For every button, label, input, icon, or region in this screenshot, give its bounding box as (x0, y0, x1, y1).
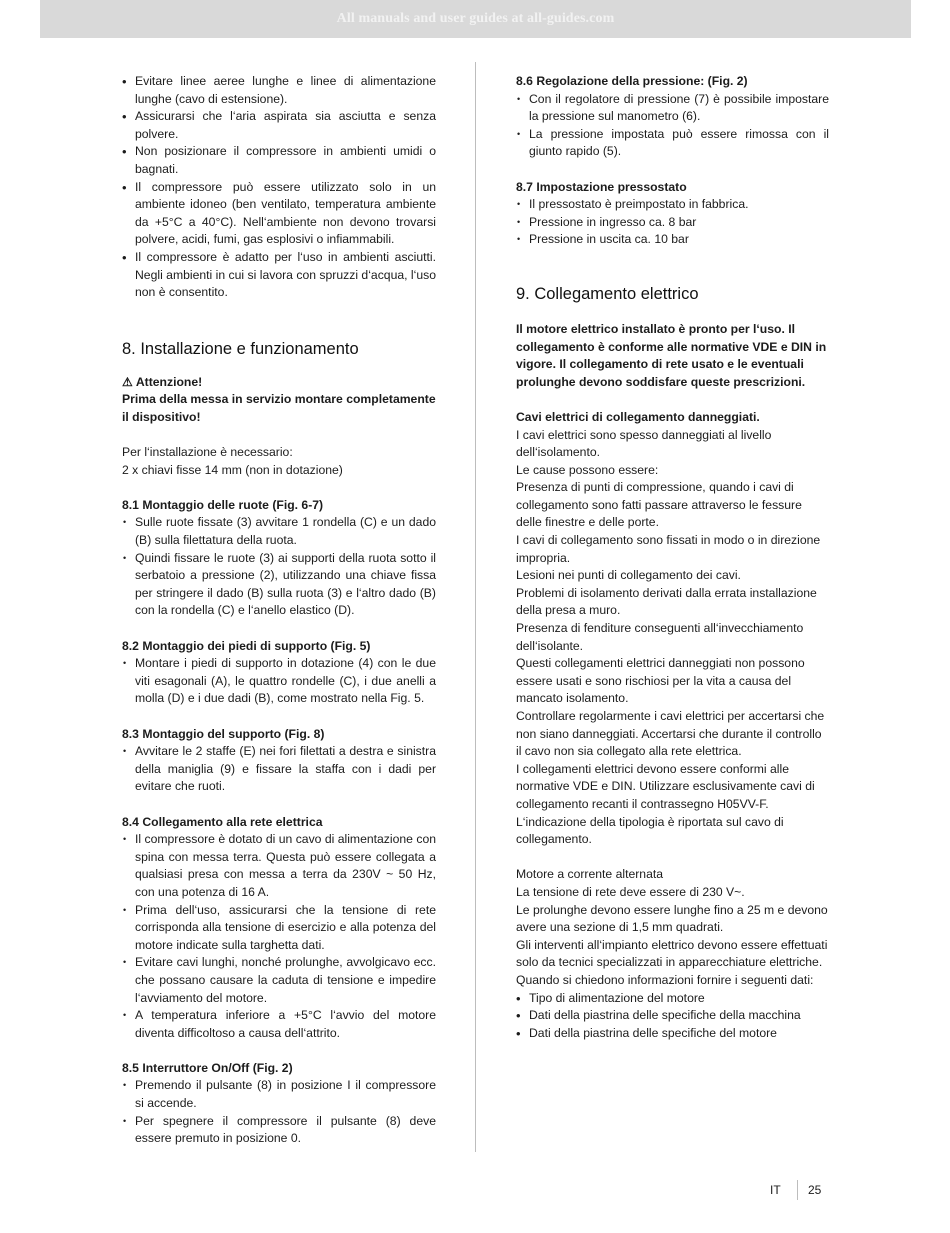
list-item: • La pressione impostata può essere rimossa con il giunto rapido (5). (516, 126, 829, 161)
list-item: • Premendo il pulsante (8) in posizione I il compressore si accende. (122, 1077, 436, 1112)
list-item: • Dati della piastrina delle specifiche della macchina (516, 1007, 829, 1025)
cables-line: Le cause possono essere: (516, 462, 659, 477)
section-8-2-list (122, 655, 436, 708)
list-item: • Non posizionare il compressore in ambienti umidi o bagnati. (122, 143, 436, 178)
cables-line: Lesioni nei punti di collegamento dei cavi. (516, 568, 741, 583)
section-8-6-heading: 8.6 Regolazione della pressione: (Fig. 2) (516, 74, 748, 88)
install-requirement: Per l‘installazione è necessario: (122, 445, 293, 460)
list-item: • Il compressore può essere utilizzato solo in un ambiente idoneo (ben ventilato, temperatura ambiente da +5°C a 40°C). Nell‘ambiente non devono trovarsi polvere, acidi, fumi, gas esplosivi o infiammabili. (122, 179, 436, 249)
section-8-4-list (122, 831, 436, 1042)
cables-line: Questi collegamenti elettrici danneggiati non possono essere usati e sono rischiosi per la vita a causa del mancato isolamento. (516, 656, 805, 706)
section-8-1-list (122, 514, 436, 620)
list-item: • Per spegnere il compressore il pulsante (8) deve essere premuto in posizione 0. (122, 1113, 436, 1148)
motor-line: Quando si chiedono informazioni fornire i seguenti dati: (516, 972, 814, 987)
cables-line: I cavi elettrici sono spesso danneggiati al livello dell‘isolamento. (516, 427, 772, 460)
section-8-3-heading: 8.3 Montaggio del supporto (Fig. 8) (122, 726, 325, 741)
motor-line: La tensione di rete deve essere di 230 V~. (516, 884, 745, 899)
list-item: • Quindi fissare le ruote (3) ai supporti della ruota sotto il serbatoio a pressione (2), utilizzando una chiave fissa per stringere il dado (B) sulla ruota (3) e l‘altro dado (B) con la rondella (C) e l‘anello elastico (D). (122, 550, 436, 620)
column-divider (475, 62, 476, 1152)
list-item: • Avvitare le 2 staffe (E) nei fori filettati a destra e sinistra della maniglia (9) e fissare la staffa con i dadi per evitare che ruoti. (122, 743, 436, 796)
list-item: • Dati della piastrina delle specifiche del motore (516, 1025, 829, 1043)
list-item: • Pressione in ingresso ca. 8 bar (516, 214, 829, 232)
section-8-7-heading: 8.7 Impostazione pressostato (516, 179, 687, 194)
motor-line: Motore a corrente alternata (516, 867, 664, 882)
list-item: • Pressione in uscita ca. 10 bar (516, 231, 829, 249)
list-item: • Con il regolatore di pressione (7) è possibile impostare la pressione sul manometro (6). (516, 91, 829, 126)
list-item: • Il compressore è dotato di un cavo di alimentazione con spina con messa terra. Questa può essere collegata a qualsiasi presa con messa a terra da 230V ~ 50 Hz, con una potenza di 16 A. (122, 831, 436, 901)
cables-line: Presenza di fenditure conseguenti all‘invecchiamento dell‘isolante. (516, 621, 804, 653)
warning-title: ⚠ Attenzione! (122, 374, 203, 389)
list-item: • Montare i piedi di supporto in dotazione (4) con le due viti esagonali (A), le quattro rondelle (C), i due anelli a molla (D) e i due dadi (B), come mostrato nella Fig. 5. (122, 655, 436, 708)
cables-line: Presenza di punti di compressione, quando i cavi di collegamento sono fatti passare attraverso le fessure delle finestre e delle porte. (516, 480, 802, 530)
section-8-4-heading: 8.4 Collegamento alla rete elettrica (122, 814, 323, 829)
motor-line: Gli interventi all‘impianto elettrico devono essere effettuati solo da tecnici specializzati in apparecchiature elettriche. (516, 937, 828, 970)
cables-line: I collegamenti elettrici devono essere conformi alle normative VDE e DIN. Utilizzare esclusivamente cavi di collegamento recanti il contrassegno H05VV-F. (516, 761, 815, 811)
footer-divider (797, 1180, 798, 1200)
list-item: • Sulle ruote fissate (3) avvitare 1 rondella (C) e un dado (B) sulla filettatura della ruota. (122, 514, 436, 549)
page-footer (770, 1180, 821, 1200)
section-8-5-list (122, 1077, 436, 1147)
page-number: 25 (808, 1183, 822, 1197)
list-item: • Prima dell‘uso, assicurarsi che la tensione di rete corrisponda alla tensione di esercizio e alla potenza del motore indicate sulla targhetta dati. (122, 902, 436, 955)
section-8-heading: 8. Installazione e funzionamento (122, 339, 359, 358)
motor-line: Le prolunghe devono essere lunghe fino a 25 m e devono avere una sezione di 1,5 mm quadrati. (516, 902, 828, 935)
banner-text: All manuals and user guides at all-guides.com (336, 11, 615, 26)
list-item: • Evitare linee aeree lunghe e linee di alimentazione lunghe (cavo di estensione). (122, 73, 436, 108)
section-8-7-list (516, 196, 829, 249)
damaged-cables-heading: Cavi elettrici di collegamento danneggiati. (516, 409, 760, 424)
section-8-2-heading: 8.2 Montaggio dei piedi di supporto (Fig. 5) (122, 638, 371, 653)
list-item: • A temperatura inferiore a +5°C l‘avvio del motore diventa difficoltoso a causa dell‘attrito. (122, 1007, 436, 1042)
info-bullet-list (516, 990, 829, 1043)
section-8-3-list (122, 743, 436, 796)
cables-line: Controllare regolarmente i cavi elettrici per accertarsi che non siano danneggiati. Accertarsi che durante il controllo il cavo non sia collegato alla rete elettrica. (516, 709, 825, 759)
install-tools: 2 x chiavi fisse 14 mm (non in dotazione) (122, 462, 343, 477)
list-item: • Tipo di alimentazione del motore (516, 990, 829, 1008)
section-9-intro: Il motore elettrico installato è pronto per l‘uso. Il collegamento è conforme alle normative VDE e DIN in vigore. Il collegamento di rete usato e le eventuali prolunghe devono soddisfare queste prescrizioni. (516, 321, 827, 389)
section-8-1-heading: 8.1 Montaggio delle ruote (Fig. 6-7) (122, 497, 324, 512)
language-code: IT (770, 1183, 781, 1197)
list-item: • Evitare cavi lunghi, nonché prolunghe, avvolgicavo ecc. che possano causare la caduta di tensione e impedire l‘avviamento del motore. (122, 954, 436, 1007)
cables-line: L‘indicazione della tipologia è riportata sul cavo di collegamento. (516, 814, 784, 847)
section-8-5-heading: 8.5 Interruttore On/Off (Fig. 2) (122, 1060, 293, 1075)
cables-line: Problemi di isolamento derivati dalla errata installazione della presa a muro. (516, 585, 817, 618)
list-item: • Il pressostato è preimpostato in fabbrica. (516, 196, 829, 214)
left-column (122, 73, 436, 1148)
section-9-heading: 9. Collegamento elettrico (516, 284, 699, 303)
list-item: • Il compressore è adatto per l‘uso in ambienti asciutti. Negli ambienti in cui si lavora con spruzzi d‘acqua, l‘uso non è consentito. (122, 249, 436, 302)
right-column (516, 73, 829, 1042)
warning-text: Prima della messa in servizio montare completamente il dispositivo! (122, 392, 436, 424)
cables-line: I cavi di collegamento sono fissati in modo o in direzione impropria. (516, 533, 821, 565)
site-banner (40, 0, 911, 38)
intro-bullet-list (122, 73, 436, 302)
list-item: • Assicurarsi che l‘aria aspirata sia asciutta e senza polvere. (122, 108, 436, 143)
section-8-6-list (516, 91, 829, 161)
